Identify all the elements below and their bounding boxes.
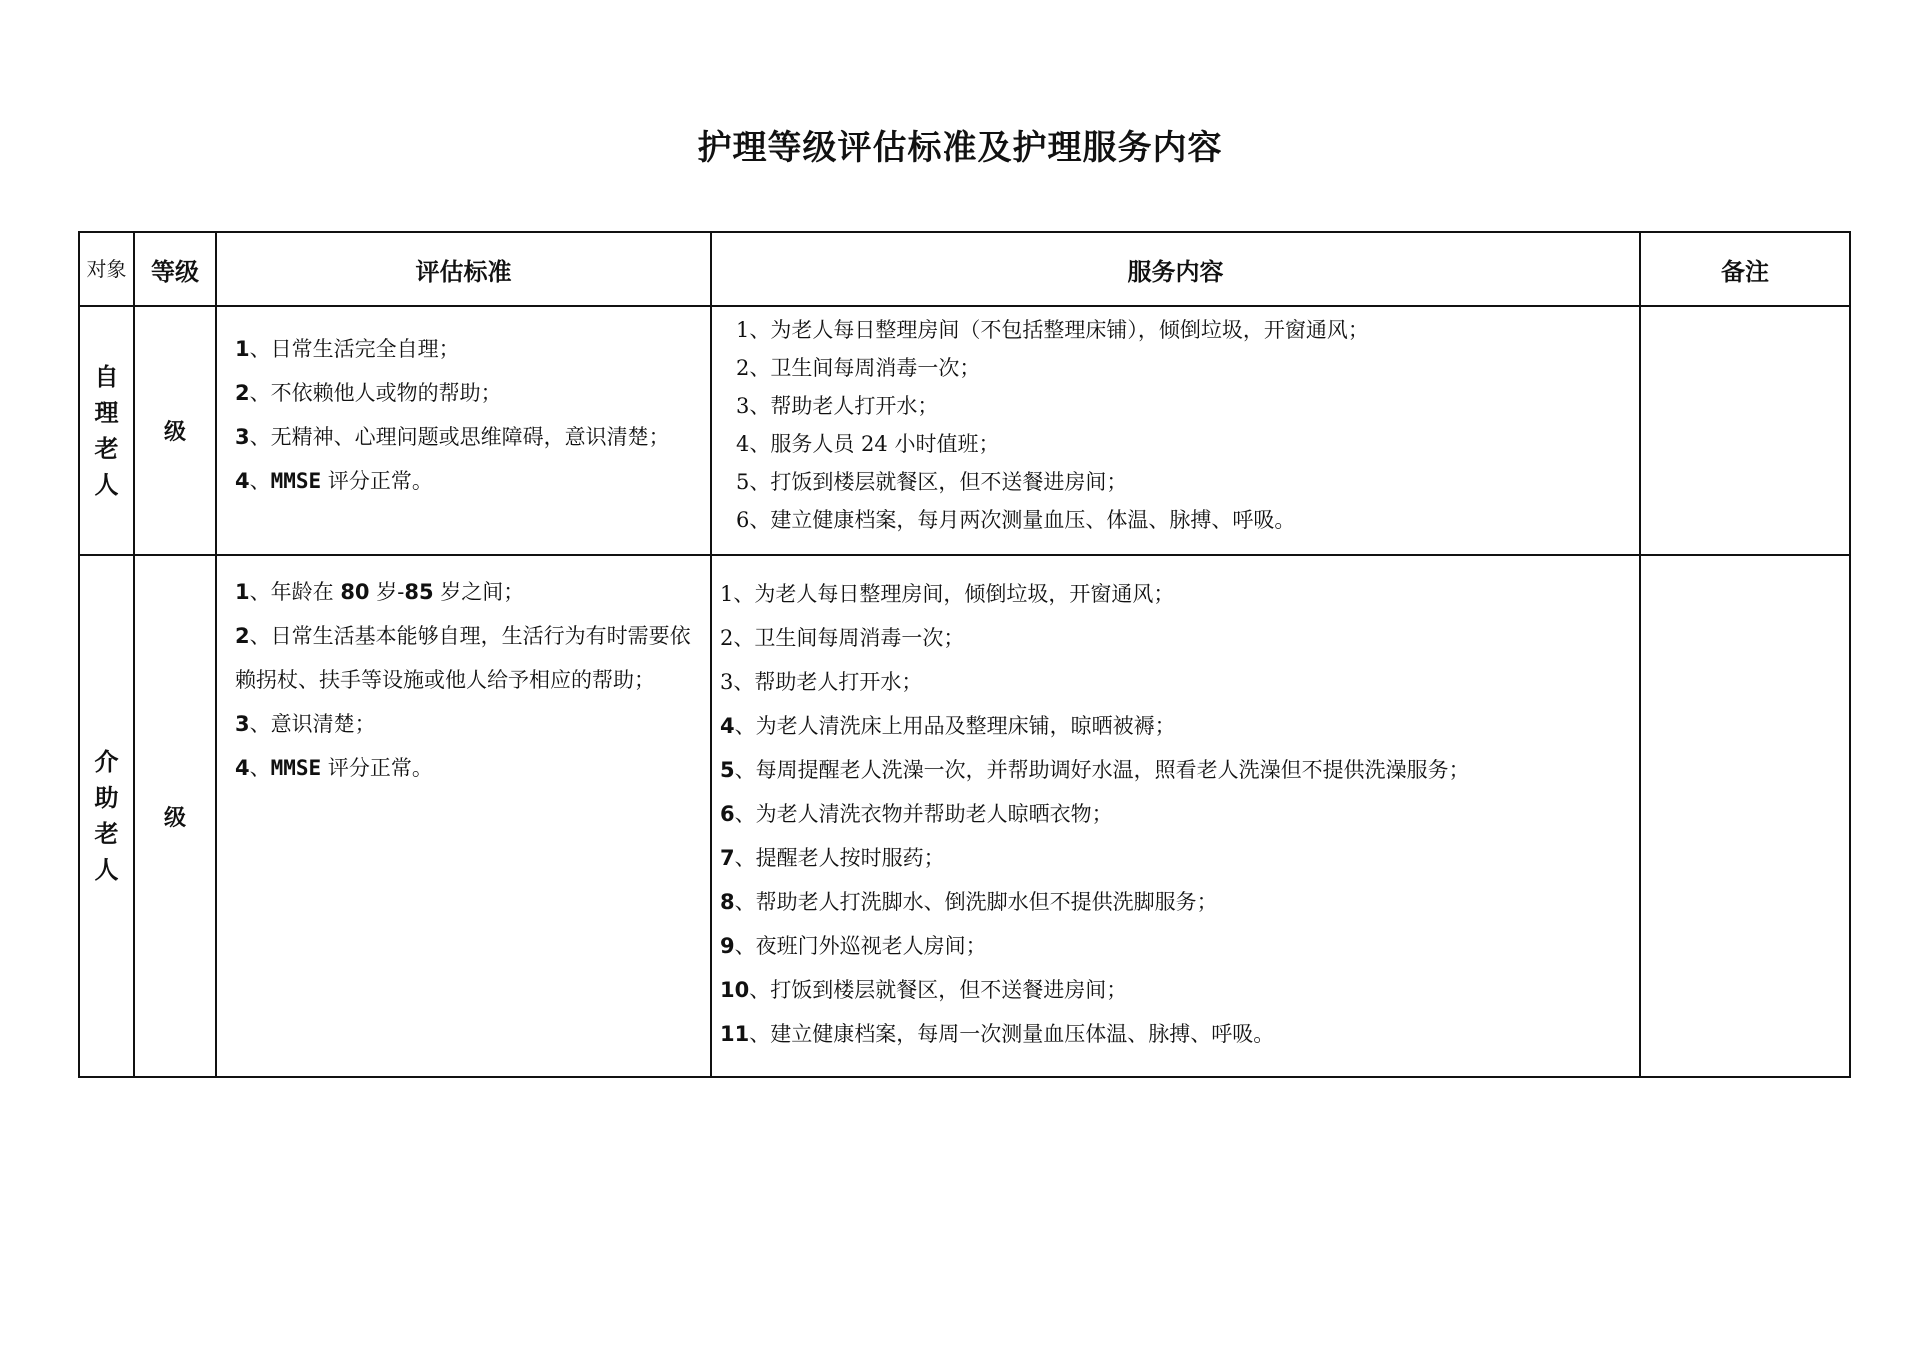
object-char: 理 <box>94 397 119 427</box>
service-item: 4、服务人员 24 小时值班； <box>736 432 1000 456</box>
criteria-item: 3、意识清楚； <box>235 712 376 736</box>
object-char: 老 <box>94 433 119 463</box>
service-item: 5、打饭到楼层就餐区，但不送餐进房间； <box>736 470 1128 494</box>
object-cell <box>79 555 134 1077</box>
level-cell: 级 <box>134 555 216 1077</box>
service-item: 3、帮助老人打开水； <box>720 670 923 694</box>
criteria-item: 4、MMSE 评分正常。 <box>235 469 433 493</box>
service-item: 6、建立健康档案，每月两次测量血压、体温、脉搏、呼吸。 <box>736 508 1296 532</box>
header-remarks: 备注 <box>1640 232 1850 306</box>
care-level-table <box>78 231 1851 1078</box>
remarks-cell <box>1640 555 1850 1077</box>
table-header-row <box>79 232 1850 306</box>
header-level: 等级 <box>134 232 216 306</box>
object-cell <box>79 306 134 555</box>
object-char: 人 <box>94 855 119 884</box>
criteria-item: 1、年龄在 80 岁-85 岁之间； <box>235 580 525 604</box>
service-item: 2、卫生间每周消毒一次； <box>736 356 981 380</box>
object-char: 助 <box>94 783 119 812</box>
object-char: 介 <box>94 747 119 776</box>
header-object: 对象 <box>79 232 134 306</box>
service-item: 2、卫生间每周消毒一次； <box>720 626 965 650</box>
service-item: 7、提醒老人按时服药； <box>720 846 945 870</box>
services-cell <box>711 555 1640 1077</box>
services-cell <box>711 306 1640 555</box>
service-item: 10、打饭到楼层就餐区，但不送餐进房间； <box>720 978 1128 1002</box>
criteria-cell <box>216 306 711 555</box>
service-item: 8、帮助老人打洗脚水、倒洗脚水但不提供洗脚服务； <box>720 890 1218 914</box>
service-item: 5、每周提醒老人洗澡一次，并帮助调好水温，照看老人洗澡但不提供洗澡服务； <box>720 758 1470 782</box>
object-char: 自 <box>94 361 119 391</box>
object-char: 人 <box>94 469 119 499</box>
criteria-item: 4、MMSE 评分正常。 <box>235 756 433 780</box>
service-item: 4、为老人清洗床上用品及整理床铺，晾晒被褥； <box>720 714 1176 738</box>
page-title: 护理等级评估标准及护理服务内容 <box>697 128 1223 168</box>
criteria-cell <box>216 555 711 1077</box>
criteria-item: 1、日常生活完全自理； <box>235 337 460 361</box>
service-item: 3、帮助老人打开水； <box>736 394 939 418</box>
service-item: 1、为老人每日整理房间，倾倒垃圾，开窗通风； <box>720 582 1175 606</box>
service-item: 9、夜班门外巡视老人房间； <box>720 934 987 958</box>
service-item: 1、为老人每日整理房间（不包括整理床铺），倾倒垃圾，开窗通风； <box>736 318 1369 342</box>
criteria-item: 2、不依赖他人或物的帮助； <box>235 381 502 405</box>
header-criteria: 评估标准 <box>216 232 711 306</box>
table-row <box>79 306 1850 555</box>
criteria-item: 3、无精神、心理问题或思维障碍，意识清楚； <box>235 425 670 449</box>
object-char: 老 <box>94 819 119 848</box>
table-row <box>79 555 1850 1077</box>
header-services: 服务内容 <box>711 232 1640 306</box>
remarks-cell <box>1640 306 1850 555</box>
level-cell: 级 <box>134 306 216 555</box>
criteria-item: 2、日常生活基本能够自理，生活行为有时需要依赖拐杖、扶手等设施或他人给予相应的帮助； <box>235 624 691 692</box>
service-item: 6、为老人清洗衣物并帮助老人晾晒衣物； <box>720 802 1113 826</box>
service-item: 11、建立健康档案，每周一次测量血压体温、脉搏、呼吸。 <box>720 1022 1275 1046</box>
